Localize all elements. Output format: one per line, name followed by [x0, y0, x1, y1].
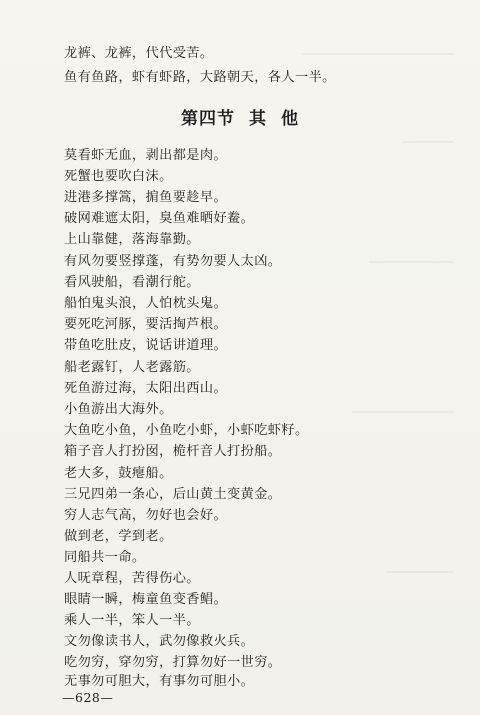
bleed-through-shadow: ▁▁▁▁▁▁▁▁▁▁: [369, 250, 454, 263]
proverb-line: 老大多，鼓瘪船。: [64, 466, 173, 481]
proverb-line: 穷人志气高，勿好也会好。: [64, 508, 228, 523]
proverb-line: 无事勿可胆大，有事勿可胆小。: [64, 674, 255, 689]
section-title-char: 他: [281, 109, 299, 129]
proverb-line: 进港多撑篙，掮鱼要趁早。: [64, 190, 228, 205]
text-line: 鱼有鱼路，虾有虾路，大路朝天，各人一半。: [64, 70, 336, 85]
proverb-line: 人呒章程，苦得伤心。: [64, 571, 200, 586]
proverb-line: 吃勿穷，穿勿穷，打算勿好一世穷。: [64, 655, 282, 670]
proverb-line: 文勿像读书人，武勿像救火兵。: [64, 634, 255, 649]
section-title-char: 其: [249, 109, 267, 129]
proverb-line: 三兄四弟一条心，后山黄土变黄金。: [64, 487, 282, 502]
bleed-through-shadow: ▁▁▁▁▁▁▁▁: [386, 560, 454, 573]
proverb-line: 死蟹也要吹白沫。: [64, 169, 173, 184]
page-number: —628—: [62, 690, 114, 705]
proverb-line: 有风勿要竖撑蓬，有势勿要人太凶。: [64, 254, 282, 269]
proverb-line: 死鱼游过海，太阳出西山。: [64, 381, 228, 396]
bleed-through-shadow: ▁▁▁▁▁▁: [403, 130, 454, 143]
proverb-line: 大鱼吃小鱼，小鱼吃小虾，小虾吃虾籽。: [64, 423, 309, 438]
proverb-line: 船老露钉，人老露筋。: [64, 360, 200, 375]
proverb-line: 小鱼游出大海外。: [64, 402, 173, 417]
proverb-line: 乘人一半，笨人一半。: [64, 613, 200, 628]
section-number: 第四节: [181, 109, 235, 129]
proverb-line: 船怕鬼头浪，人怕枕头鬼。: [64, 296, 228, 311]
text-line: 龙裤、龙裤，代代受苦。: [64, 46, 214, 61]
bleed-through-shadow: ▁▁▁▁▁▁▁▁▁▁▁▁▁▁▁▁▁▁: [301, 42, 454, 55]
proverb-line: 要死吃河豚，要活掏芦根。: [64, 317, 228, 332]
proverb-line: 带鱼吃肚皮，说话讲道理。: [64, 338, 228, 353]
bleed-through-shadow: ▁▁▁▁▁▁▁▁▁▁▁▁: [352, 400, 454, 413]
proverb-line: 做到老，学到老。: [64, 529, 173, 544]
proverb-line: 看风驶船，看潮行舵。: [64, 275, 200, 290]
proverb-line: 箱子音人打扮囡，桅杆音人打扮船。: [64, 444, 282, 459]
proverb-line: 眼睛一瞬，梅童鱼变香鲳。: [64, 592, 228, 607]
proverb-line: 莫看虾无血，剥出都是肉。: [64, 148, 228, 163]
proverb-line: 同船共一命。: [64, 550, 146, 565]
proverb-line: 上山靠健，落海靠勤。: [64, 232, 200, 247]
proverb-line: 破网难遮太阳，臭鱼难晒好鲞。: [64, 211, 255, 226]
section-heading: [0, 104, 480, 129]
